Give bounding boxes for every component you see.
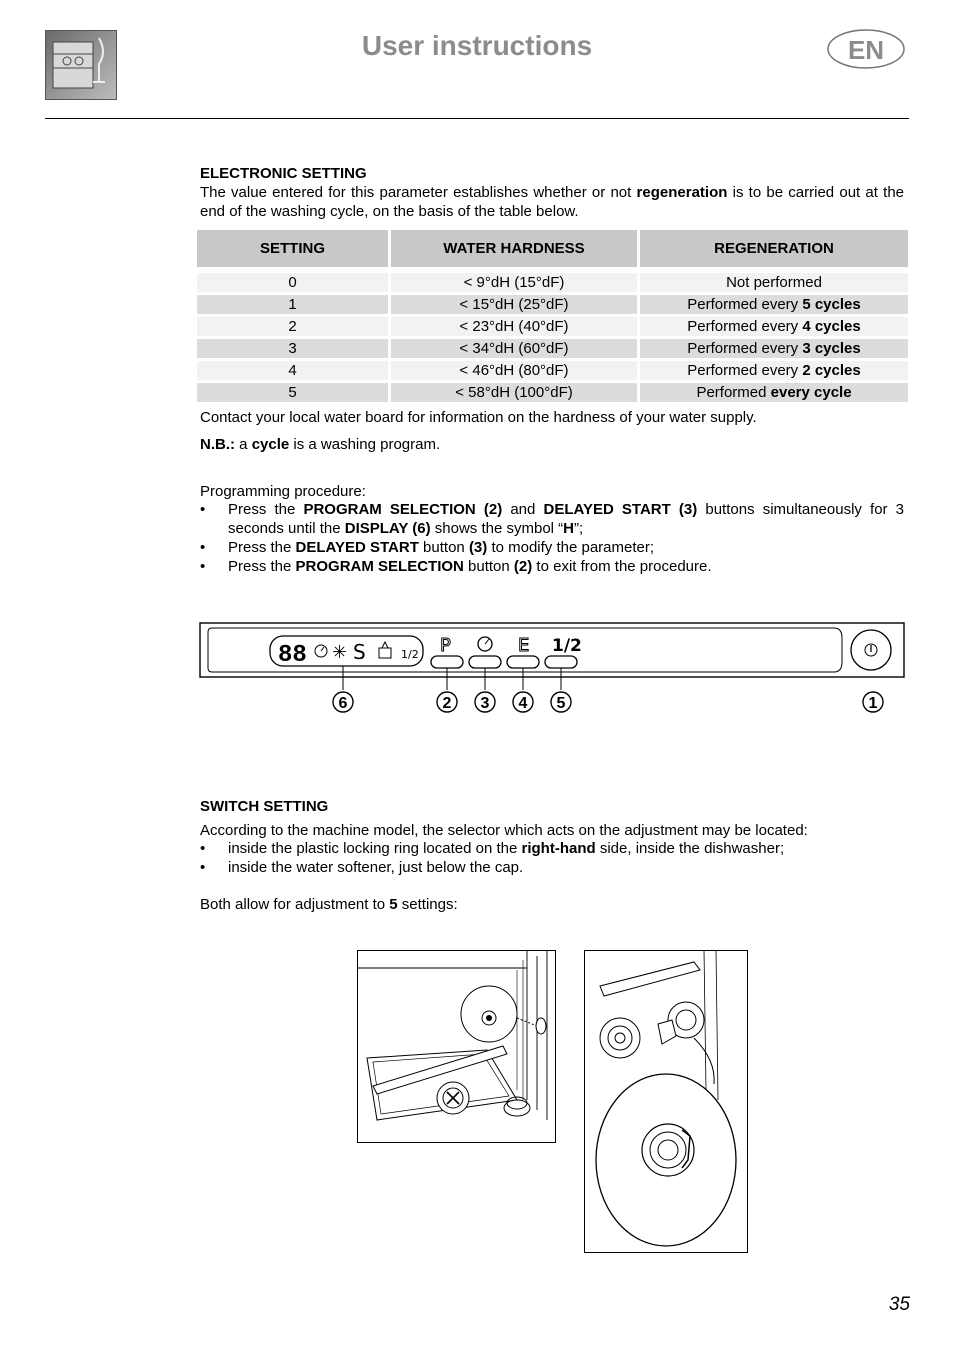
table-row: 0 < 9°dH (15°dF) Not performed (197, 270, 908, 292)
table-header: WATER HARDNESS (391, 230, 637, 270)
callout-3 (475, 692, 495, 712)
half-load-button[interactable] (545, 656, 577, 668)
svg-text:5: 5 (556, 695, 566, 712)
svg-text:1: 1 (868, 695, 878, 712)
salt-icon: S (353, 640, 366, 664)
list-item: • inside the plastic locking ring located on the right-hand side, inside the dishwasher; (200, 839, 904, 858)
svg-text:3: 3 (480, 695, 490, 712)
list-item: • Press the PROGRAM SELECTION button (2) to exit from the procedure. (200, 557, 904, 576)
table-header: REGENERATION (640, 230, 908, 270)
half-load-symbol: 1/2 (552, 636, 582, 656)
control-panel-diagram (198, 620, 908, 720)
svg-text:2: 2 (442, 695, 452, 712)
contact-note: Contact your local water board for information on the hardness of your water supply. (200, 409, 757, 426)
economy-symbol: E (518, 635, 530, 656)
programming-intro: Programming procedure: (200, 483, 366, 500)
water-hardness-table (194, 230, 911, 402)
language-badge (826, 28, 906, 70)
list-item: • Press the DELAYED START button (3) to modify the parameter; (200, 538, 904, 557)
half-load-label: 1/2 (401, 648, 419, 661)
table-row: 4 < 46°dH (80°dF) Performed every 2 cycles (197, 358, 908, 380)
callout-5 (551, 692, 571, 712)
switch-setting-intro: According to the machine model, the selector which acts on the adjustment may be located: (200, 822, 808, 839)
table-row: 3 < 34°dH (60°dF) Performed every 3 cycles (197, 336, 908, 358)
electronic-setting-intro: The value entered for this parameter establishes whether or not regeneration is to be carried out at the end of the washing cycle, on the basis of the table below. (200, 184, 904, 220)
table-row: 2 < 23°dH (40°dF) Performed every 4 cycles (197, 314, 908, 336)
electronic-setting-heading: ELECTRONIC SETTING (200, 165, 367, 182)
page-number: 35 (888, 1294, 910, 1315)
svg-text:4: 4 (518, 695, 528, 712)
water-softener-illustration (584, 950, 749, 1254)
callout-2 (437, 692, 457, 712)
header-divider (45, 118, 909, 119)
callout-4 (513, 692, 533, 712)
page-title: User instructions (361, 30, 593, 61)
programming-steps (200, 500, 904, 576)
rinse-aid-icon: ✳ (332, 642, 348, 663)
table-row: 1 < 15°dH (25°dF) Performed every 5 cycles (197, 292, 908, 314)
dishwasher-interior-illustration (357, 950, 557, 1144)
economy-button[interactable] (507, 656, 539, 668)
switch-setting-heading: SWITCH SETTING (200, 798, 329, 815)
settings-count-note: Both allow for adjustment to 5 settings: (200, 896, 458, 913)
language-code: EN (847, 35, 885, 65)
delayed-start-button[interactable] (469, 656, 501, 668)
table-row: 5 < 58°dH (100°dF) Performed every cycle (197, 380, 908, 402)
switch-locations (200, 839, 904, 877)
display-digits: 88 (278, 642, 307, 669)
nb-note: N.B.: a cycle is a washing program. (200, 436, 441, 453)
callout-6 (333, 692, 353, 712)
list-item: • Press the PROGRAM SELECTION (2) and DELAYED START (3) buttons simultaneously for 3 seconds until the DISPLAY (6) shows the symbol “H”; (200, 500, 904, 538)
program-selection-button[interactable] (431, 656, 463, 668)
program-symbol: P (440, 635, 451, 656)
svg-text:6: 6 (338, 695, 348, 712)
callout-1 (863, 692, 883, 712)
table-header: SETTING (197, 230, 388, 270)
list-item: • inside the water softener, just below the cap. (200, 858, 904, 877)
